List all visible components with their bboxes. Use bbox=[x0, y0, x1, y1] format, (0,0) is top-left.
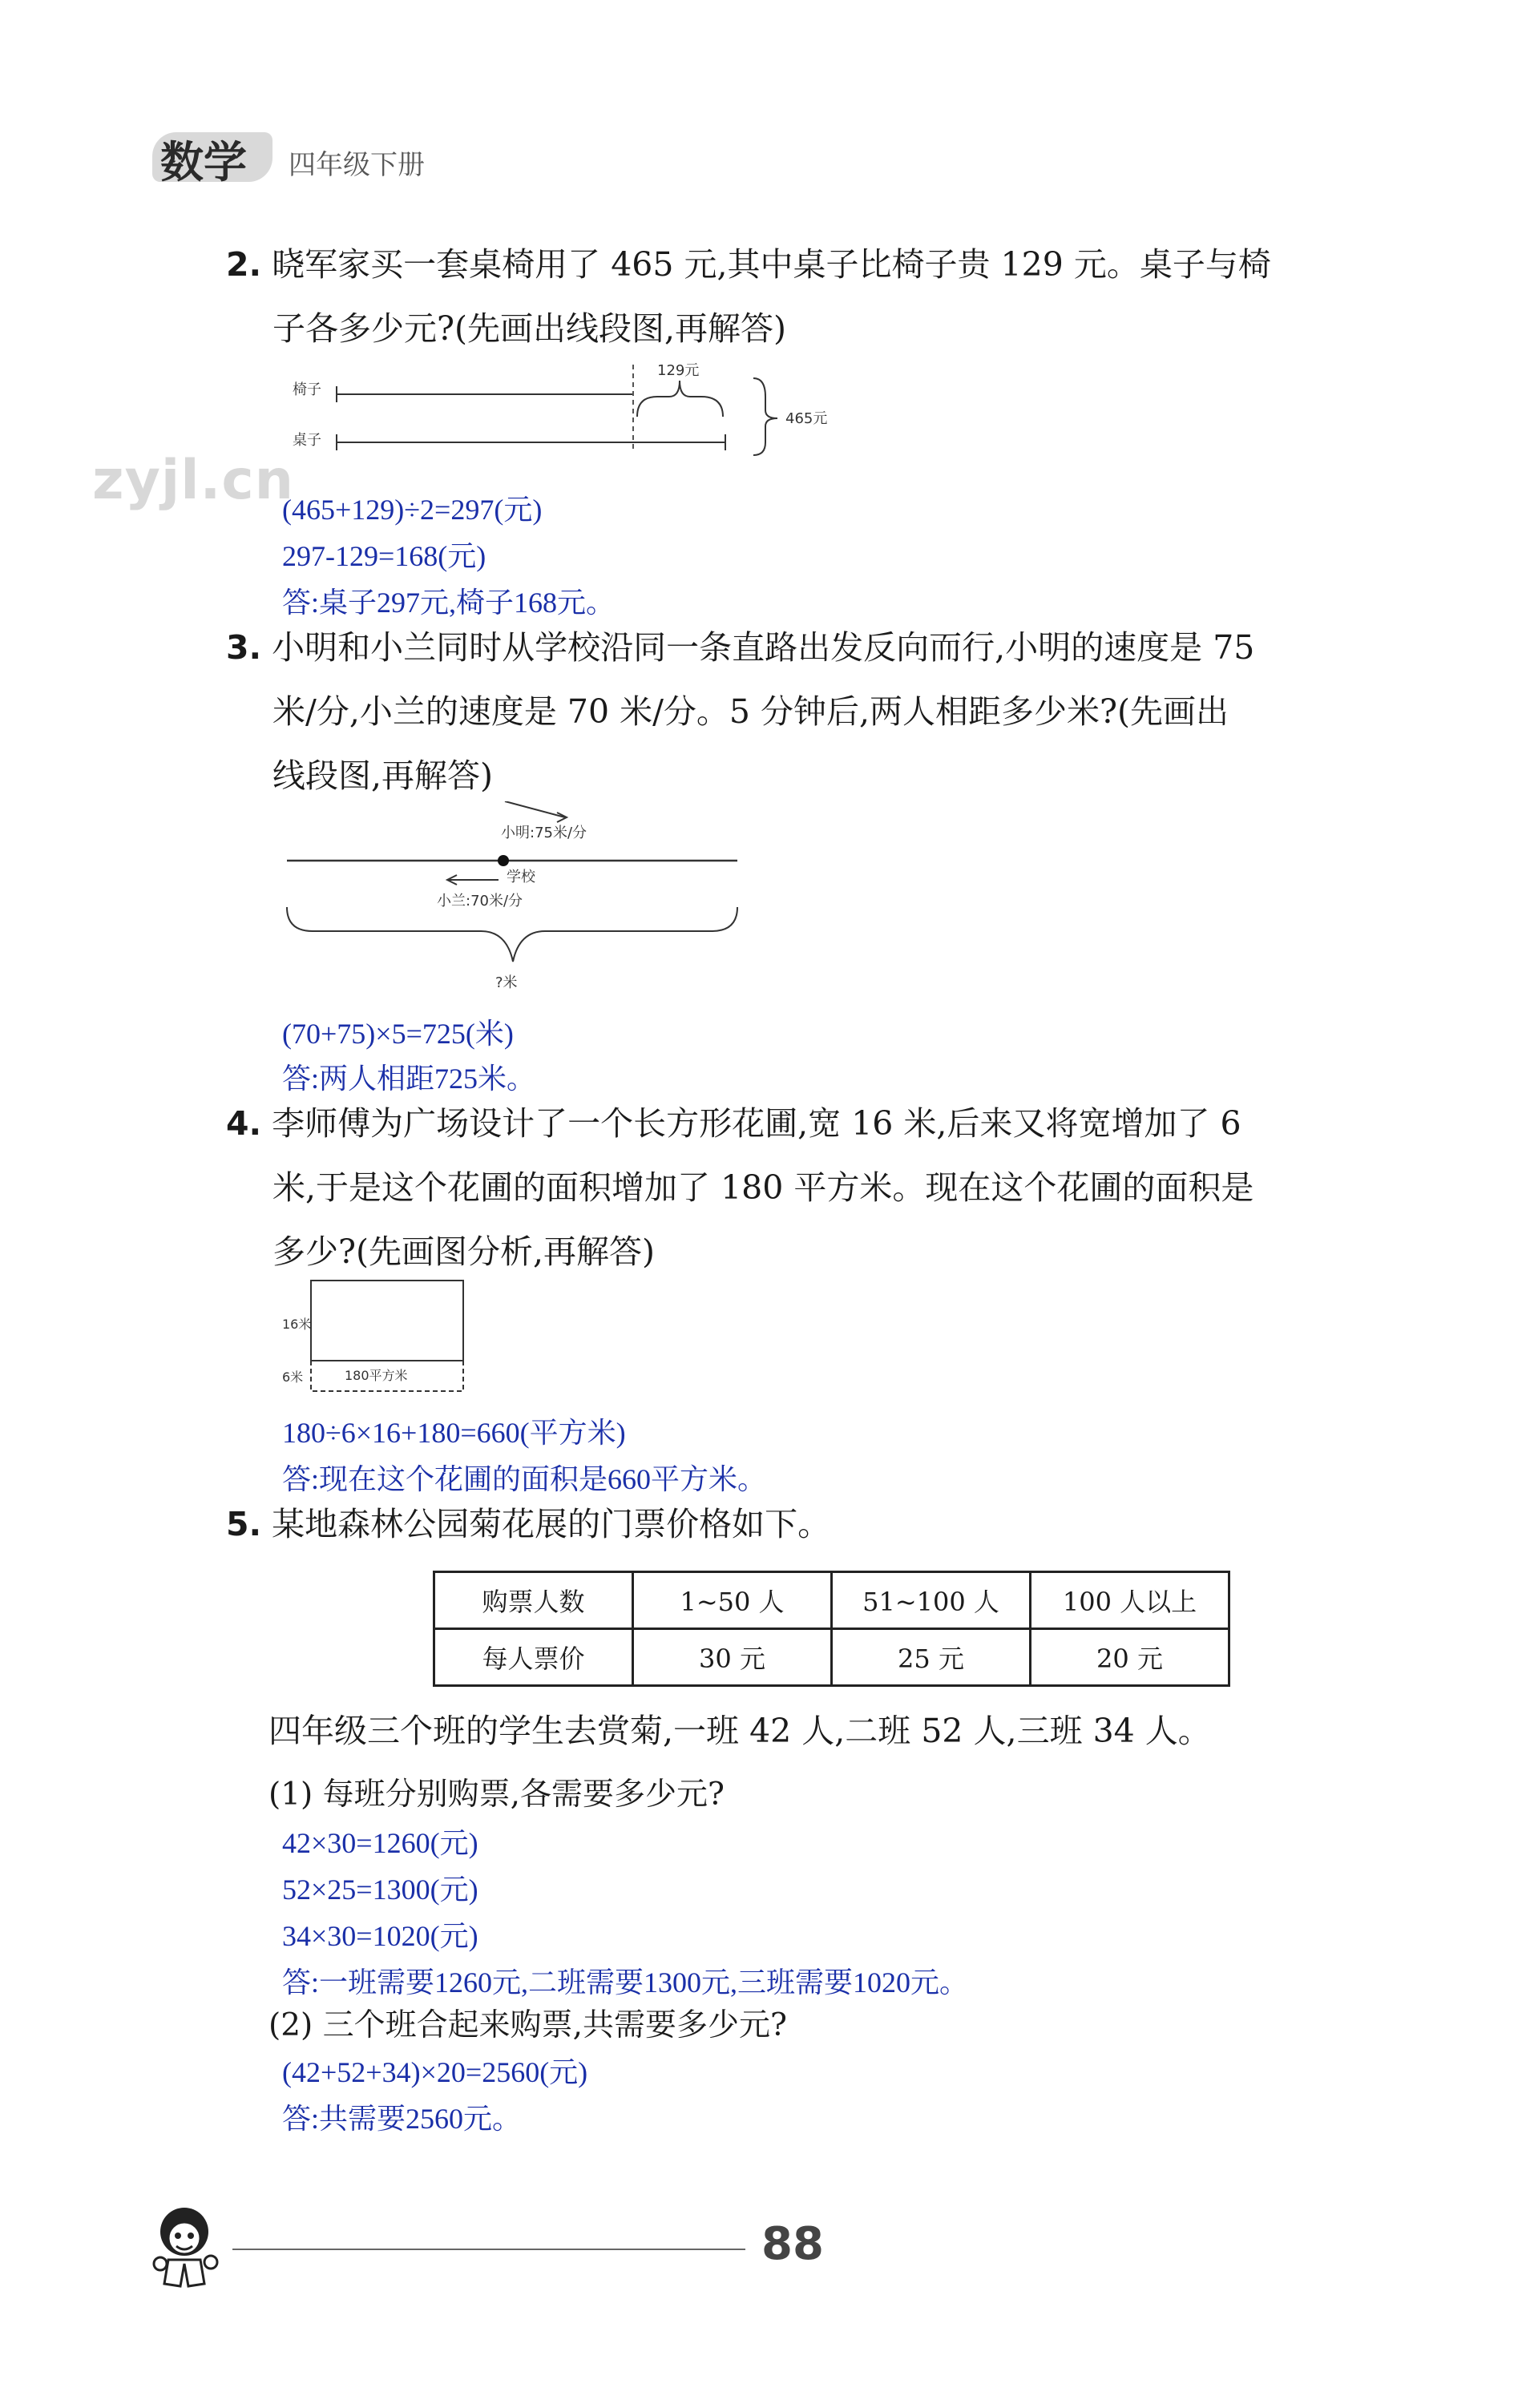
q3-number: 3. bbox=[226, 628, 262, 667]
q5-sub2-answer-1: (42+52+34)×20=2560(元) bbox=[282, 2056, 588, 2088]
q3-arrow-right-head bbox=[557, 813, 567, 822]
q2-text-line1: 晓军家买一套桌椅用了 465 元,其中桌子比椅子贵 129 元。桌子与椅 bbox=[272, 245, 1271, 284]
footer-rule bbox=[232, 2249, 745, 2250]
q3-label-lan: 小兰:70米/分 bbox=[437, 893, 523, 910]
q5-sub1-answer-2: 52×25=1300(元) bbox=[282, 1874, 478, 1906]
q3-label-ming: 小明:75米/分 bbox=[501, 825, 587, 841]
q3-text-line1: 小明和小兰同时从学校沿同一条直路出发反向而行,小明的速度是 75 bbox=[272, 628, 1255, 667]
q2-label-chair: 椅子 bbox=[293, 381, 321, 398]
q3-text-line2: 米/分,小兰的速度是 70 米/分。5 分钟后,两人相距多少米?(先画出 bbox=[272, 692, 1229, 731]
q2-label-diff: 129元 bbox=[657, 362, 700, 379]
q2-answer-2: 297-129=168(元) bbox=[282, 540, 486, 572]
q2-label-table: 桌子 bbox=[293, 432, 321, 449]
table-cell: 每人票价 bbox=[434, 1629, 633, 1686]
q4-answer-1: 180÷6×16+180=660(平方米) bbox=[282, 1417, 626, 1449]
q2-diff-brace bbox=[637, 381, 723, 417]
watermark: zyjl.cn bbox=[92, 449, 295, 512]
table-row bbox=[434, 1572, 1229, 1629]
q5-line1 bbox=[226, 1492, 830, 1556]
q3-arrow-right bbox=[505, 801, 565, 817]
q3-label-school: 学校 bbox=[507, 869, 535, 885]
page-number: 88 bbox=[761, 2218, 824, 2270]
q3-distance-brace bbox=[287, 907, 737, 962]
mascot-icon bbox=[140, 2200, 228, 2296]
q3-answer-2: 答:两人相距725米。 bbox=[282, 1063, 536, 1095]
q4-label-area: 180平方米 bbox=[345, 1368, 408, 1383]
q2-total-brace bbox=[753, 378, 777, 455]
q4-original-rect bbox=[311, 1281, 463, 1361]
q2-text-line2: 子各多少元?(先画出线段图,再解答) bbox=[272, 309, 787, 348]
q4-text-line1: 李师傅为广场设计了一个长方形花圃,宽 16 米,后来又将宽增加了 6 bbox=[272, 1104, 1241, 1143]
q2-answer-1: (465+129)÷2=297(元) bbox=[282, 494, 543, 526]
q2-line1 bbox=[226, 232, 1271, 296]
q3-answer-1: (70+75)×5=725(米) bbox=[282, 1018, 514, 1050]
table-cell: 20 元 bbox=[1031, 1629, 1229, 1686]
q4-number: 4. bbox=[226, 1104, 262, 1143]
table-cell: 51~100 人 bbox=[832, 1572, 1031, 1629]
q4-text-line2: 米,于是这个花圃的面积增加了 180 平方米。现在这个花圃的面积是 bbox=[272, 1168, 1254, 1207]
q3-line1 bbox=[226, 615, 1254, 680]
q5-sub1-question: (1) 每班分别购票,各需要多少元? bbox=[268, 1777, 725, 1813]
q5-text: 某地森林公园菊花展的门票价格如下。 bbox=[272, 1505, 831, 1543]
table-cell: 30 元 bbox=[633, 1629, 832, 1686]
q2-number: 2. bbox=[226, 245, 262, 284]
q2-segment-diagram bbox=[281, 353, 874, 481]
header-grade: 四年级下册 bbox=[289, 149, 425, 181]
q4-rectangle-diagram bbox=[281, 1274, 481, 1394]
q4-label-6: 6米 bbox=[282, 1369, 304, 1385]
q5-price-table bbox=[433, 1571, 1230, 1687]
q3-school-point bbox=[498, 855, 509, 866]
table-cell: 1~50 人 bbox=[633, 1572, 832, 1629]
q3-segment-diagram bbox=[281, 801, 753, 994]
q5-sub1-answer-1: 42×30=1260(元) bbox=[282, 1827, 478, 1859]
q5-sub2-question: (2) 三个班合起来购票,共需要多少元? bbox=[268, 2007, 787, 2043]
q3-text-line3: 线段图,再解答) bbox=[272, 756, 494, 795]
q5-sub1-answer-3: 34×30=1020(元) bbox=[282, 1920, 478, 1952]
q2-label-total: 465元 bbox=[785, 410, 828, 427]
q5-sub2-answer-2: 答:共需要2560元。 bbox=[282, 2103, 522, 2135]
table-row bbox=[434, 1629, 1229, 1686]
header-subject: 数学 bbox=[160, 137, 247, 188]
table-cell: 100 人以上 bbox=[1031, 1572, 1229, 1629]
q4-line1 bbox=[226, 1091, 1241, 1156]
q2-answer-3: 答:桌子297元,椅子168元。 bbox=[282, 587, 616, 619]
q3-label-question: ?米 bbox=[495, 974, 518, 991]
q4-answer-2: 答:现在这个花圃的面积是660平方米。 bbox=[282, 1463, 767, 1495]
table-cell: 25 元 bbox=[832, 1629, 1031, 1686]
q4-label-16: 16米 bbox=[282, 1317, 312, 1332]
q5-number: 5. bbox=[226, 1505, 262, 1543]
q4-text-line3: 多少?(先画图分析,再解答) bbox=[272, 1232, 656, 1271]
q5-context: 四年级三个班的学生去赏菊,一班 42 人,二班 52 人,三班 34 人。 bbox=[268, 1712, 1211, 1750]
q5-sub1-answer-4: 答:一班需要1260元,二班需要1300元,三班需要1020元。 bbox=[282, 1966, 969, 1999]
table-cell: 购票人数 bbox=[434, 1572, 633, 1629]
